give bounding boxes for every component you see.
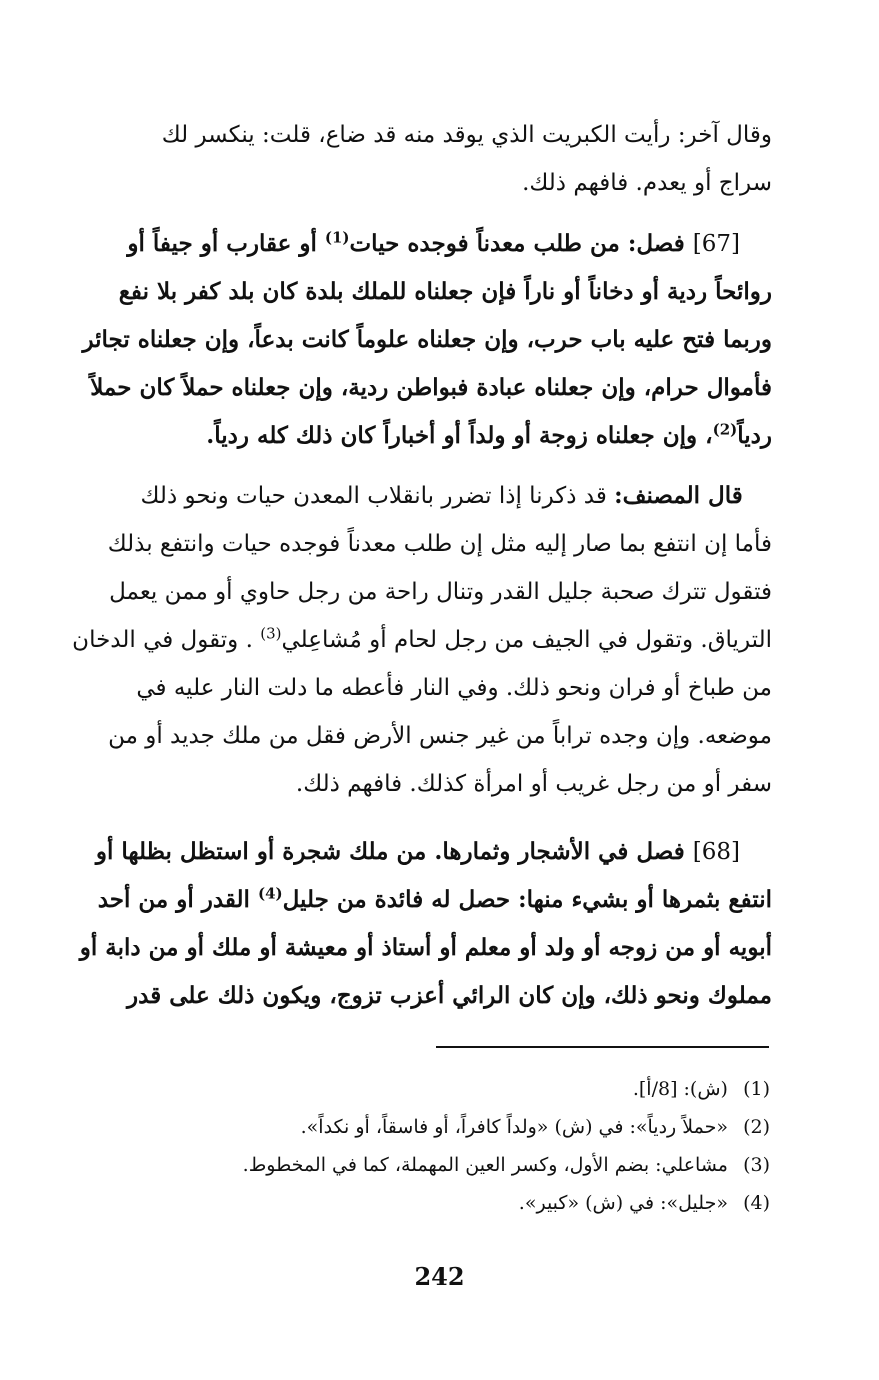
text-line (20, 876, 772, 924)
paragraph-author-note (20, 472, 772, 808)
footnote-text: «جليل»: في (ش) «كبير». (518, 1192, 728, 1214)
footnote-ref-2[interactable]: (2) (712, 420, 738, 439)
text-line: فتقول تترك صحبة جليل القدر وتنال راحة من رجل حاوي أو ممن يعمل (109, 579, 772, 605)
footnote-number: (3) (743, 1154, 770, 1176)
line-text: . وتقول في الدخان (72, 627, 253, 653)
text-line: من طباخ أو فران ونحو ذلك. وفي النار فأعطه ما دلت النار عليه في (136, 675, 772, 701)
text-line: وقال آخر: رأيت الكبريت الذي يوقد منه قد ضاع، قلت: ينكسر لك (161, 122, 772, 148)
section-number: [67] (692, 231, 740, 257)
footnote-3 (80, 1146, 770, 1184)
paragraph-1 (20, 111, 772, 207)
text-line: أبويه أو من زوجه أو ولد أو معلم أو أستاذ أو معيشة أو ملك أو من دابة أو (79, 934, 772, 961)
paragraph-68 (20, 828, 772, 1020)
line-text: ، وإن جعلناه زوجة أو ولداً أو أخباراً كان ذلك كله ردياً. (206, 422, 713, 449)
section-number: [68] (692, 839, 740, 865)
text-line: سراج أو يعدم. فافهم ذلك. (522, 170, 772, 196)
page-number: 242 (414, 1262, 465, 1291)
text-line: فأما إن انتفع بما صار إليه مثل إن طلب معدناً فوجده حيات وانتفع بذلك (107, 531, 772, 557)
line-text: قد ذكرنا إذا تضرر بانقلاب المعدن حيات ونحو ذلك (140, 483, 607, 509)
footnote-number: (2) (743, 1116, 770, 1138)
footnote-separator (436, 1046, 769, 1048)
text-line: سفر أو من رجل غريب أو امرأة كذلك. فافهم ذلك. (295, 771, 772, 797)
text-line (20, 616, 772, 664)
text-line: روائحاً ردية أو دخاناً أو ناراً فإن جعلناه للملك بلدة كان بلد كفر بلا نفع (118, 278, 772, 305)
paragraph-67 (20, 220, 772, 460)
line-text: انتفع بثمرها أو بشيء منها: حصل له فائدة من جليل (282, 886, 772, 913)
footnote-text: مشاعلي: بضم الأول، وكسر العين المهملة، كما في المخطوط. (242, 1154, 728, 1176)
section-keyword: فصل (636, 838, 685, 865)
footnote-4 (80, 1184, 770, 1222)
line-text: في الأشجار وثمارها. من ملك شجرة أو استظل بظلها أو (95, 838, 629, 865)
footnote-ref-1[interactable]: (1) (324, 228, 350, 247)
text-line (20, 220, 772, 268)
section-keyword: فصل: (627, 230, 685, 257)
footnote-number: (4) (743, 1192, 770, 1214)
footnote-number: (1) (743, 1078, 770, 1100)
text-line: وربما فتح عليه باب حرب، وإن جعلناه علوماً كانت بدعاً، وإن جعلناه تجائر (82, 326, 772, 353)
footnote-2 (80, 1108, 770, 1146)
footnote-ref-3[interactable]: (3) (260, 624, 282, 643)
footnote-text: «حملاً ردياً»: في (ش) «ولداً كافراً، أو فاسقاً، أو نكداً». (300, 1116, 728, 1138)
footnote-ref-4[interactable]: (4) (257, 884, 283, 903)
line-text: أو عقارب أو جيفاً أو (127, 230, 317, 257)
line-text: الترياق. وتقول في الجيف من رجل لحام أو مُشاعِلي (281, 627, 772, 653)
line-text: من طلب معدناً فوجده حيات (349, 230, 620, 257)
text-line (20, 412, 772, 460)
footnotes (80, 1070, 770, 1222)
line-text: القدر أو من أحد (97, 886, 250, 913)
footnote-1 (80, 1070, 770, 1108)
line-text: ردياً (737, 422, 772, 449)
text-line (20, 472, 772, 520)
text-line: فأموال حرام، وإن جعلناه عبادة فبواطن ردية، وإن جعلناه حملاً كان حملاً (90, 374, 772, 401)
text-line: موضعه. وإن وجده تراباً من غير جنس الأرض فقل من ملك جديد أو من (108, 723, 772, 749)
author-keyword: قال المصنف: (614, 482, 743, 509)
text-line (20, 828, 772, 876)
footnote-text: (ش): [8/أ]. (632, 1078, 728, 1100)
text-line: مملوك ونحو ذلك، وإن كان الرائي أعزب تزوج، ويكون ذلك على قدر (127, 982, 772, 1009)
